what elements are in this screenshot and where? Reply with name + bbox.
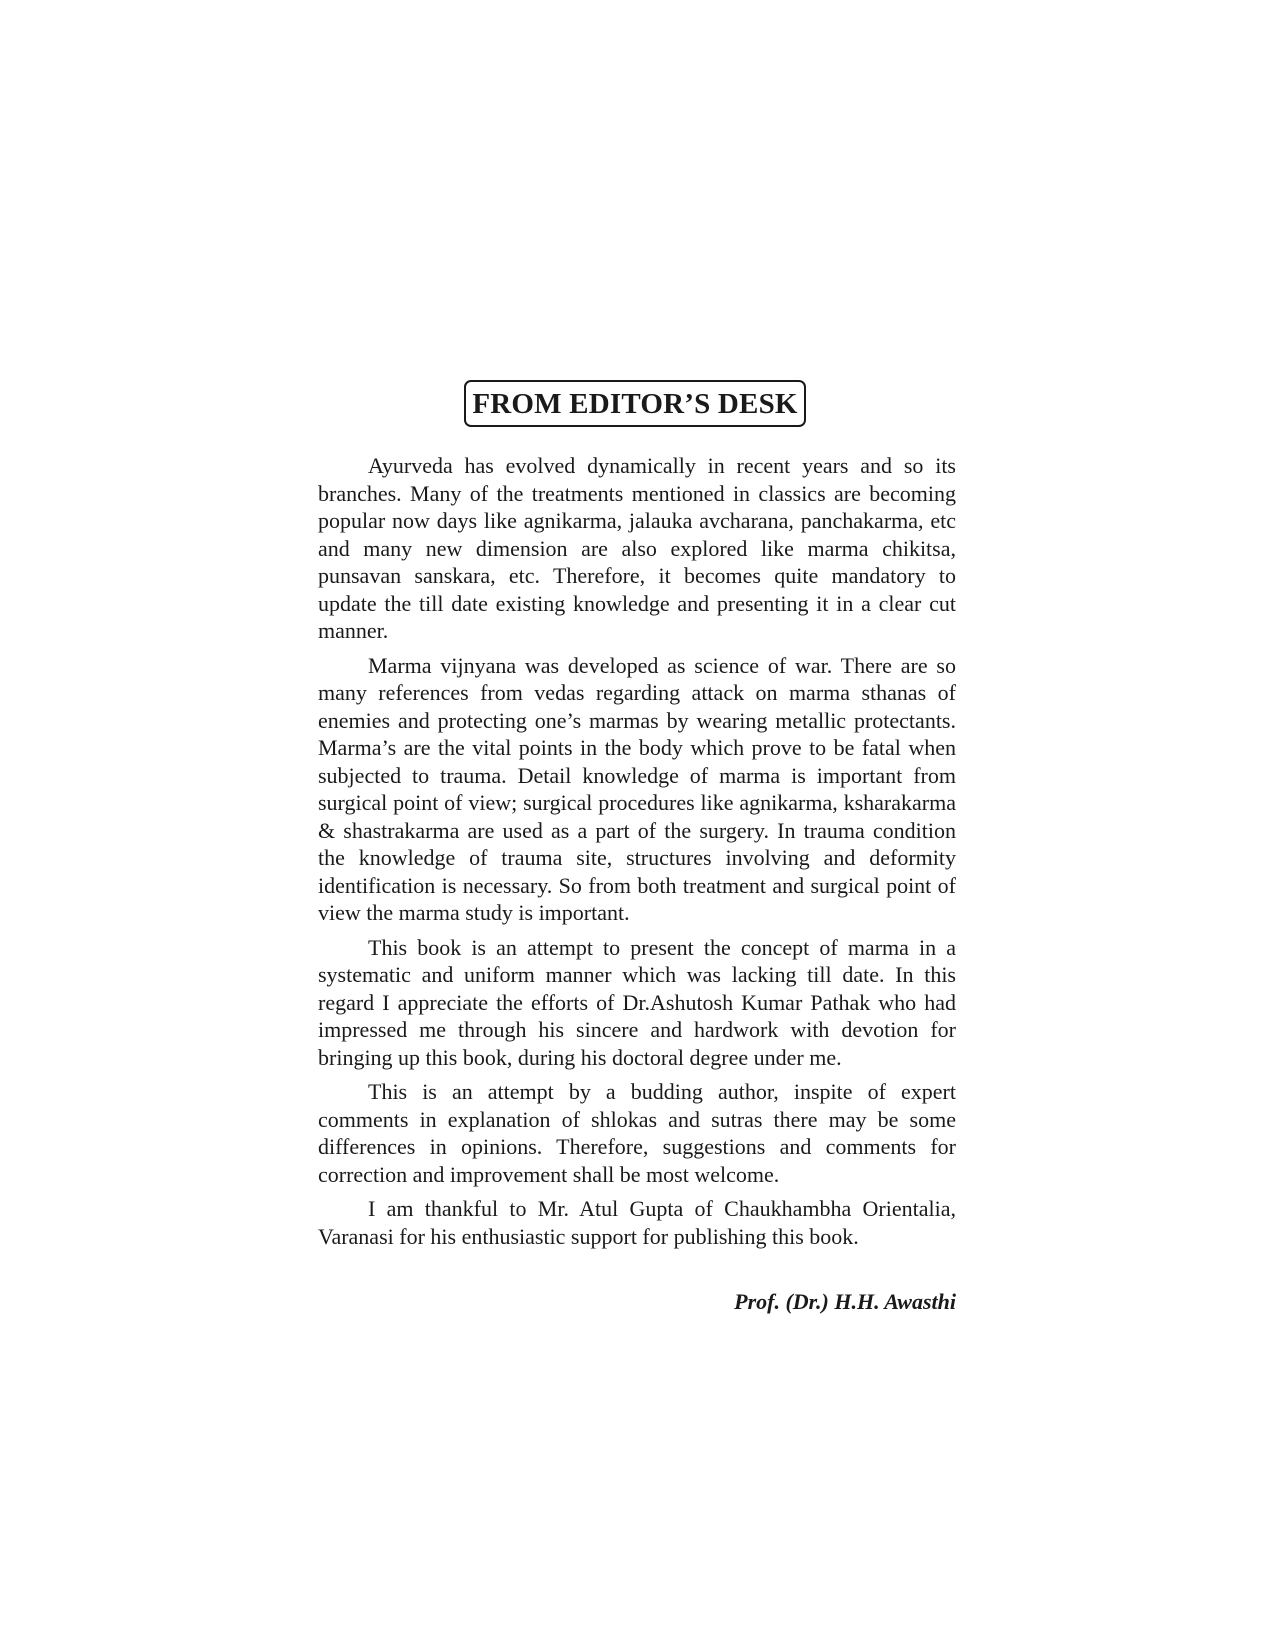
page-title: FROM EDITOR’S DESK xyxy=(464,380,805,427)
editor-signature: Prof. (Dr.) H.H. Awasthi xyxy=(734,1289,956,1314)
editors-desk-section xyxy=(318,380,956,1316)
paragraph-4: This is an attempt by a budding author, inspite of expert comments in explanation of shlokas and sutras there may be some differences in opinions. Therefore, suggestions and comments for correction and improvement shall be most welcome. xyxy=(318,1079,956,1187)
body-text xyxy=(318,452,956,1250)
paragraph-1: Ayurveda has evolved dynamically in recent years and so its branches. Many of the treatments mentioned in classics are becoming popular now days like agnikarma, jalauka avcharana, panchakarma, etc and many new dimension are also explored like marma chikitsa, punsavan sanskara, etc. Therefore, it becomes quite mandatory to update the till date existing knowledge and presenting it in a clear cut manner. xyxy=(318,453,956,643)
paragraph-3: This book is an attempt to present the concept of marma in a systematic and uniform manner which was lacking till date. In this regard I appreciate the efforts of Dr.Ashutosh Kumar Pathak who had impressed me through his sincere and hardwork with devotion for bringing up this book, during his doctoral degree under me. xyxy=(318,934,956,1070)
paragraph-5: I am thankful to Mr. Atul Gupta of Chaukhambha Orientalia, Varanasi for his enthusiastic support for publishing this book. xyxy=(318,1196,956,1249)
paragraph-2: Marma vijnyana was developed as science of war. There are so many references from vedas regarding attack on marma sthanas of enemies and protecting one’s marmas by wearing metallic protectants. Marma’s are the vital points in the body which prove to be fatal when subjected to trauma. Detail knowledge of marma is important from surgical point of view; surgical procedures like agnikarma, ksharakarma & shastrakarma are used as a part of the surgery. In trauma condition the knowledge of trauma site, structures involving and deformity identification is necessary. So from both treatment and surgical point of view the marma study is important. xyxy=(318,652,956,925)
title-wrapper xyxy=(314,380,956,427)
